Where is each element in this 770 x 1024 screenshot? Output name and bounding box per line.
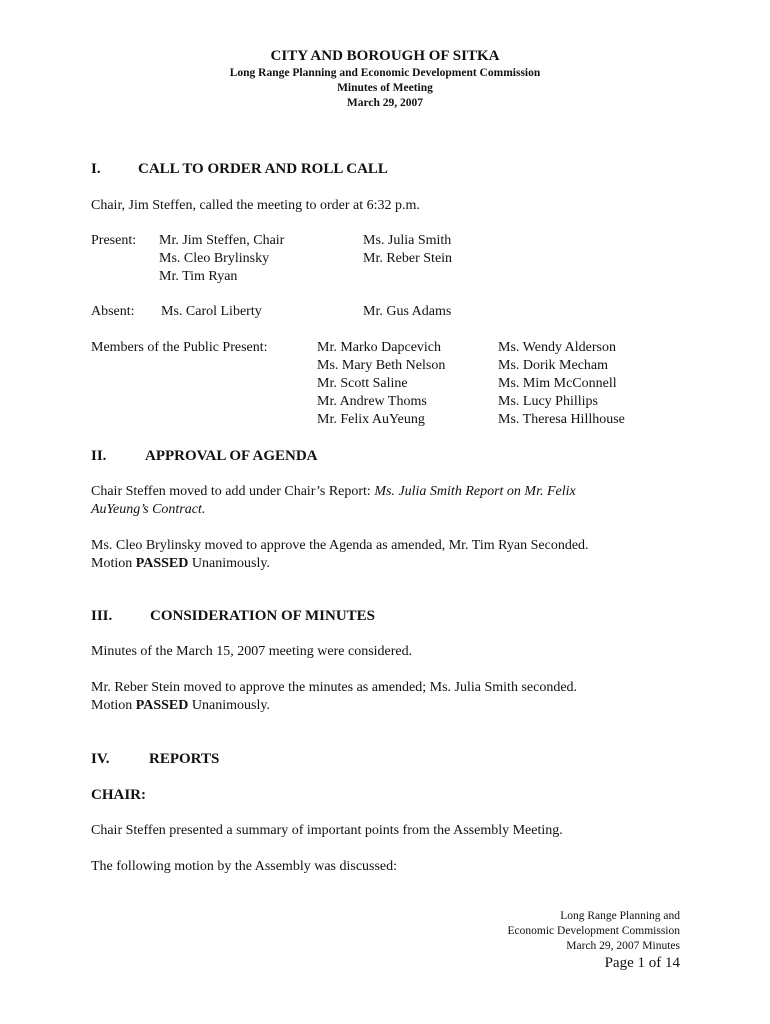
- unanimous-word: Unanimously.: [188, 556, 270, 571]
- present-member: Mr. Jim Steffen, Chair: [159, 233, 285, 248]
- minutes-motion-result: [91, 697, 270, 715]
- section-3-heading: CONSIDERATION OF MINUTES: [150, 608, 376, 624]
- agenda-text: Chair Steffen moved to add under Chair’s Report:: [91, 484, 375, 499]
- footer-line-2: Economic Development Commission: [507, 925, 680, 937]
- minutes-considered-text: Minutes of the March 15, 2007 meeting were considered.: [91, 644, 413, 659]
- public-member: Ms. Theresa Hillhouse: [498, 412, 625, 427]
- public-member: Ms. Dorik Mecham: [498, 358, 609, 373]
- motion-word: Motion: [91, 698, 136, 713]
- agenda-italic-continuation: AuYeung’s Contract.: [91, 502, 206, 517]
- section-4-number: IV.: [91, 751, 110, 767]
- chair-subheading: CHAIR:: [91, 787, 146, 803]
- minutes-motion-text: Mr. Reber Stein moved to approve the minutes as amended; Ms. Julia Smith seconded.: [91, 680, 578, 695]
- footer-line-1: Long Range Planning and: [560, 910, 680, 922]
- meeting-date: March 29, 2007: [346, 97, 424, 109]
- agenda-paragraph-line: [91, 483, 576, 501]
- present-member: Mr. Tim Ryan: [159, 269, 238, 284]
- public-member: Ms. Lucy Phillips: [498, 394, 598, 409]
- footer-line-3: March 29, 2007 Minutes: [566, 940, 680, 952]
- public-member: Mr. Scott Saline: [317, 376, 408, 391]
- section-2-heading: APPROVAL OF AGENDA: [145, 448, 318, 464]
- absent-member: Ms. Carol Liberty: [161, 304, 262, 319]
- call-to-order-text: Chair, Jim Steffen, called the meeting to order at 6:32 p.m.: [91, 198, 420, 213]
- present-member: Ms. Julia Smith: [363, 233, 452, 248]
- passed-word: PASSED: [135, 556, 189, 571]
- agenda-motion-text: Ms. Cleo Brylinsky moved to approve the Agenda as amended, Mr. Tim Ryan Seconded.: [91, 538, 589, 553]
- document-type: Minutes of Meeting: [337, 82, 433, 94]
- section-2-number: II.: [91, 448, 107, 464]
- public-member: Ms. Mim McConnell: [498, 376, 617, 391]
- section-4-heading: REPORTS: [149, 751, 220, 767]
- page-number: Page 1 of 14: [604, 955, 680, 971]
- section-1-heading: CALL TO ORDER AND ROLL CALL: [138, 161, 388, 177]
- public-present-label: Members of the Public Present:: [91, 340, 268, 355]
- unanimous-word: Unanimously.: [188, 698, 270, 713]
- present-label: Present:: [91, 233, 137, 248]
- agenda-motion-result: [91, 555, 270, 573]
- section-3-number: III.: [91, 608, 113, 624]
- section-1-number: I.: [91, 161, 101, 177]
- present-member: Mr. Reber Stein: [363, 251, 453, 266]
- public-member: Mr. Andrew Thoms: [317, 394, 427, 409]
- public-member: Ms. Mary Beth Nelson: [317, 358, 446, 373]
- org-title: CITY AND BOROUGH OF SITKA: [270, 48, 500, 64]
- absent-member: Mr. Gus Adams: [363, 304, 452, 319]
- agenda-italic-text: Ms. Julia Smith Report on Mr. Felix: [374, 484, 576, 499]
- absent-label: Absent:: [91, 304, 135, 319]
- commission-name: Long Range Planning and Economic Development Commission: [229, 67, 541, 79]
- public-member: Mr. Marko Dapcevich: [317, 340, 442, 355]
- public-member: Ms. Wendy Alderson: [498, 340, 617, 355]
- present-member: Ms. Cleo Brylinsky: [159, 251, 270, 266]
- motion-word: Motion: [91, 556, 136, 571]
- public-member: Mr. Felix AuYeung: [317, 412, 425, 427]
- assembly-motion-text: The following motion by the Assembly was discussed:: [91, 859, 398, 874]
- chair-summary-text: Chair Steffen presented a summary of important points from the Assembly Meeting.: [91, 823, 563, 838]
- passed-word: PASSED: [135, 698, 189, 713]
